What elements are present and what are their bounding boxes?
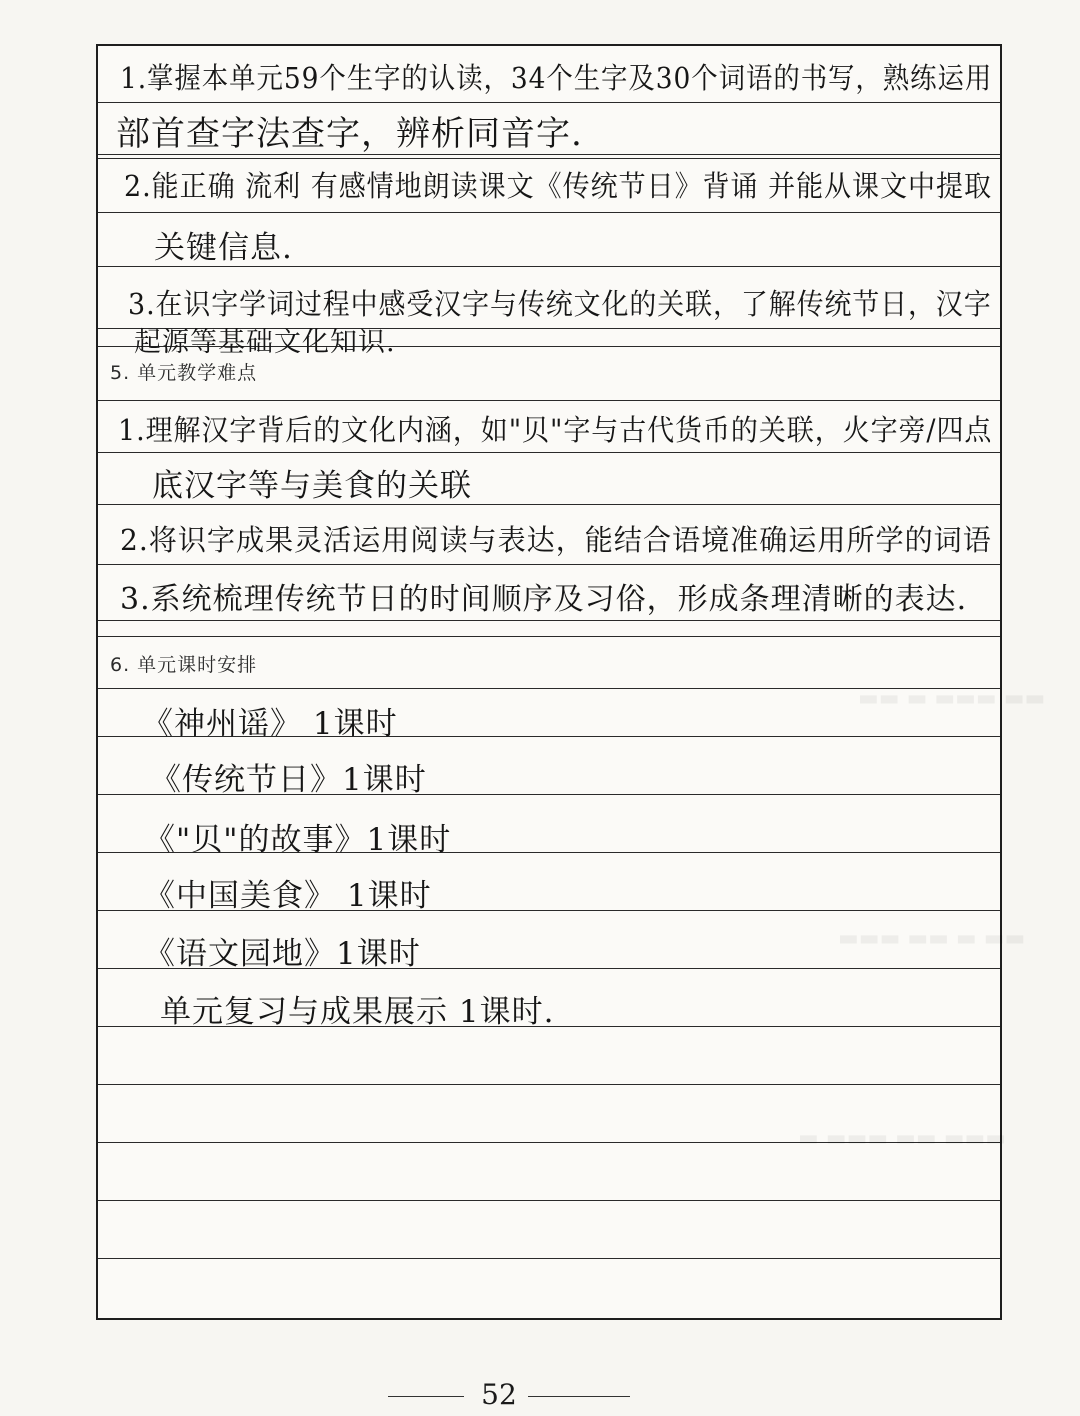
objective-line-2: 部首查字法查字，辨析同音字. <box>116 114 583 154</box>
section-divider <box>98 636 1000 637</box>
footer-dash-right <box>528 1396 630 1397</box>
ruled-line <box>98 1258 1000 1259</box>
section-divider <box>98 158 1000 159</box>
ruled-line <box>98 1200 1000 1201</box>
ruled-line <box>98 564 1000 565</box>
worksheet-frame <box>96 44 1046 1320</box>
objective-line-1: 1.掌握本单元59个生字的认读，34个生字及30个词语的书写，熟练运用 <box>120 61 993 95</box>
schedule-line-4: 《中国美食》 1课时 <box>144 878 432 914</box>
schedule-line-5: 《语文园地》1课时 <box>144 936 421 972</box>
objective-line-4: 关键信息. <box>154 230 293 266</box>
schedule-line-1: 《神州谣》 1课时 <box>142 706 398 742</box>
ruled-line <box>98 212 1000 213</box>
difficulty-line-3: 2.将识字成果灵活运用阅读与表达，能结合语境准确运用所学的词语 <box>120 523 992 557</box>
ruled-line <box>98 452 1000 453</box>
bleed-through-texture: ▬▬▬ ▬▬ ▬ ▬▬ <box>838 926 1026 951</box>
section-divider <box>98 400 1000 401</box>
schedule-line-3: 《"贝"的故事》1课时 <box>144 822 452 858</box>
bleed-through-texture: ▬▬ ▬ ▬▬▬ ▬▬ <box>858 686 1046 711</box>
difficulty-line-2: 底汉字等与美食的关联 <box>152 468 472 504</box>
difficulty-line-1: 1.理解汉字背后的文化内涵，如"贝"字与古代货币的关联，火字旁/四点 <box>118 413 993 447</box>
section-heading-difficulties: 5. 单元教学难点 <box>110 362 258 384</box>
difficulty-line-4: 3.系统梳理传统节日的时间顺序及习俗，形成条理清晰的表达. <box>120 582 968 617</box>
page-footer <box>0 1376 1080 1416</box>
objective-line-6: 起源等基础文化知识. <box>134 327 396 358</box>
objective-line-5: 3.在识字学词过程中感受汉字与传统文化的关联，了解传统节日，汉字 <box>128 287 992 321</box>
page-number: 52 <box>481 1378 517 1411</box>
section-heading-schedule: 6. 单元课时安排 <box>110 654 258 676</box>
footer-dash-left <box>388 1396 464 1397</box>
schedule-line-2: 《传统节日》1课时 <box>150 762 427 798</box>
objective-line-3: 2.能正确 流利 有感情地朗读课文《传统节日》背诵 并能从课文中提取 <box>124 169 992 203</box>
ruled-line <box>98 620 1000 621</box>
schedule-line-6: 单元复习与成果展示 1课时. <box>160 994 555 1030</box>
bleed-through-texture: ▬ ▬▬▬ ▬▬ ▬▬▬ <box>798 1126 1007 1151</box>
ruled-line <box>98 1084 1000 1085</box>
ruled-line <box>98 102 1000 103</box>
